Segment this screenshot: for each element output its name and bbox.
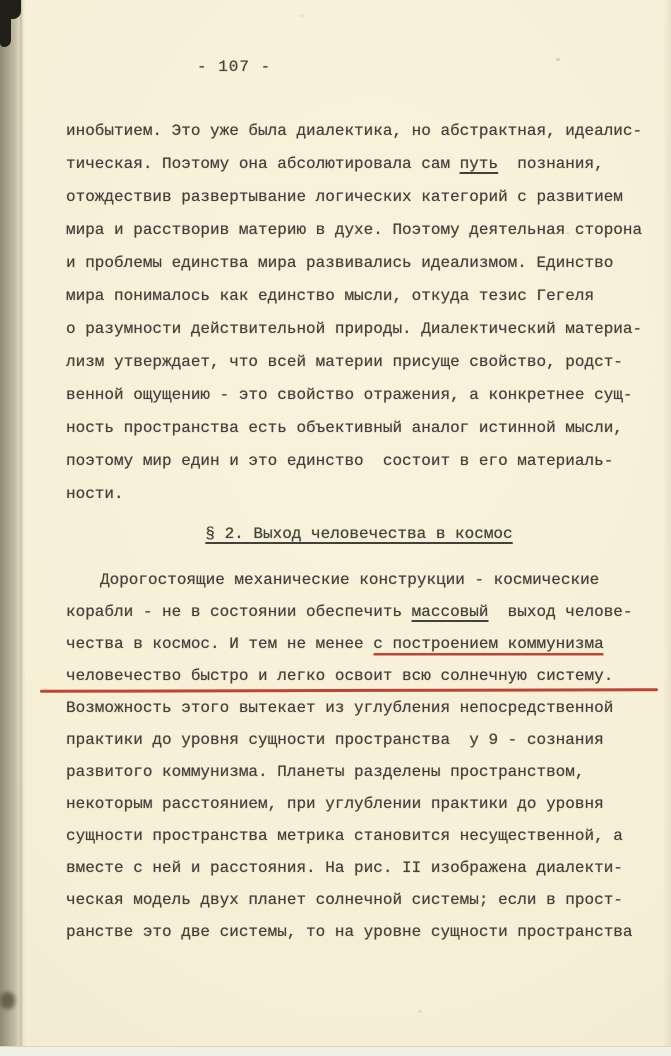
text-segment: поэтому мир един и это единство состоит в его материаль- [66,452,614,470]
text-segment: о разумности действительной природы. Диалектический материа- [66,320,643,338]
underlined-text: с построением коммунизма [373,635,604,653]
text-line [66,756,652,788]
text-segment: ранстве это две системы, то на уровне сущности пространства [66,923,633,941]
text-line [66,181,652,214]
text-line [66,247,652,280]
scan-bottom-edge [0,1046,671,1056]
text-line [66,788,652,820]
paper-speck [418,1010,422,1013]
text-segment: ности. [66,485,124,503]
text-segment: выход челове- [488,603,633,621]
text-line [66,478,652,511]
paper-speck [556,58,560,61]
text-line [66,346,652,379]
text-line [66,820,652,852]
page-number: - 107 - [197,58,272,76]
text-segment: венной ощущению - это свойство отражения, а конкретнее сущ- [66,386,633,404]
paper-speck [300,14,305,17]
text-segment: ность пространства есть объективный аналог истинной мысли, [66,419,623,437]
text-line [66,379,652,412]
page-edge-right [663,0,671,1056]
ink-smudge [0,992,15,1009]
text-segment: практики до уровня сущности пространства у 9 - сознания [66,731,604,749]
text-line [66,412,652,445]
underlined-text: путь [459,155,499,173]
text-segment: мира и расстворив материю в духе. Поэтому деятельная сторона [66,221,643,239]
text-line [66,852,652,884]
text-line [66,692,652,724]
text-segment: инобытием. Это уже была диалектика, но абстрактная, идеалис- [66,122,643,140]
text-line [66,916,652,948]
text-line [66,724,652,756]
text-segment: чества в космос. И тем не менее [66,635,374,653]
text-segment: Возможность этого вытекает из углубления непосредственной [66,699,614,717]
text-line [66,628,652,660]
section-heading [66,518,652,551]
text-segment: человечество быстро и легко освоит всю солнечную систему. [66,667,614,685]
text-segment: отождествив развертывание логических категорий с развитием [66,188,623,206]
text-segment: некоторым расстоянием, при углублении практики до уровня [66,795,604,813]
text-line [66,564,652,596]
text-segment: Дорогостоящие механические конструкции - космические [100,571,600,589]
text-segment: развитого коммунизма. Планеты разделены пространством, [66,763,585,781]
underlined-text: массовый [411,603,489,621]
text-line [66,596,652,628]
text-segment: лизм утверждает, что всей материи присуще свойство, родст- [66,353,623,371]
text-segment: мира понималось как единство мысли, откуда тезис Гегеля [66,287,595,305]
text-line [66,280,652,313]
text-segment: и проблемы единства мира развивались идеализмом. Единство [66,254,614,272]
text-column [66,115,652,948]
text-segment: познания, [498,155,604,173]
page-fold-line [20,0,22,1056]
text-line [66,148,652,181]
text-line [66,115,652,148]
scan-corner-mark [0,0,26,50]
book-edge-left [0,0,26,1056]
text-segment: ческая модель двух планет солнечной системы; если в прост- [66,891,623,909]
text-segment: корабли - не в состоянии обеспечить [66,603,412,621]
text-line [66,884,652,916]
text-line [66,660,652,692]
text-segment: вместе с ней и расстояния. На рис. II изображена диалекти- [66,859,623,877]
text-segment: тическая. Поэтому она абсолютировала сам [66,155,460,173]
text-line [66,445,652,478]
text-line [66,214,652,247]
text-line [66,313,652,346]
underlined-text: § 2. Выход человечества в космос [205,525,513,543]
text-segment: сущности пространства метрика становится несущественной, а [66,827,623,845]
